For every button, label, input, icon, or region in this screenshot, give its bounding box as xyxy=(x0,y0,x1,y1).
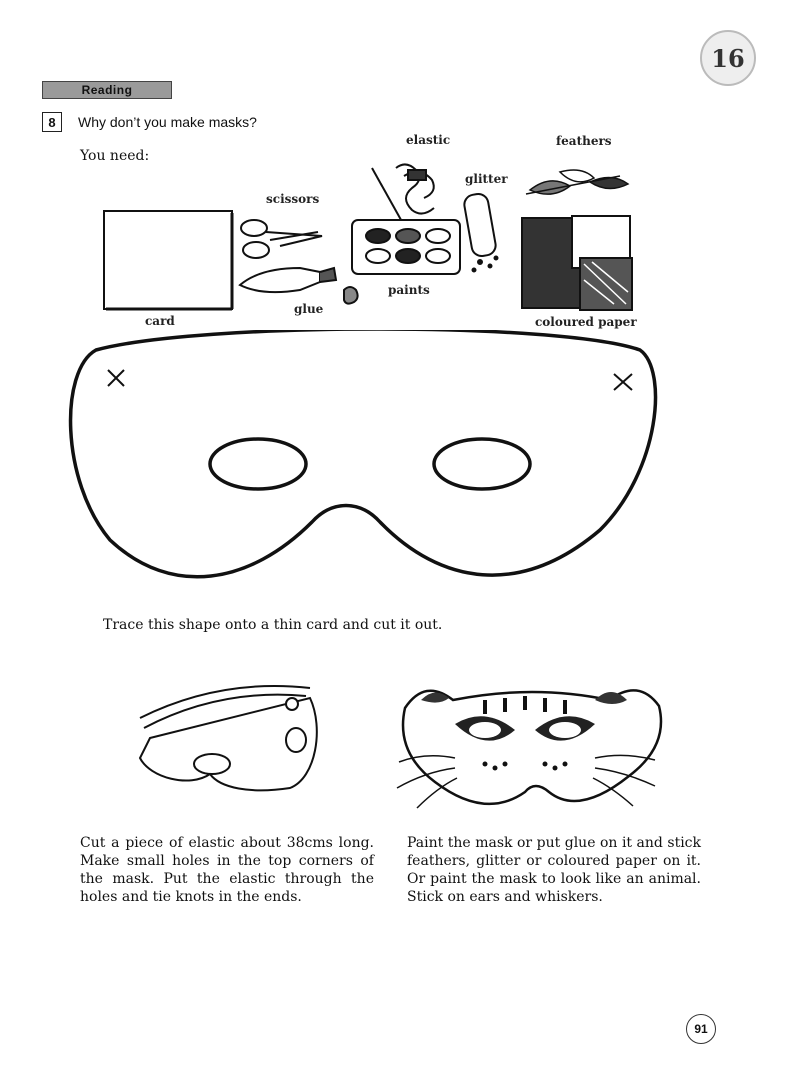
feathers-illustration xyxy=(526,170,628,194)
feathers-label: feathers xyxy=(556,134,612,148)
elastic-mask-illustration xyxy=(120,678,330,808)
coloured-paper-label: coloured paper xyxy=(535,315,637,329)
scissors-illustration xyxy=(241,220,322,258)
card-illustration xyxy=(104,211,232,309)
scissors-label: scissors xyxy=(266,192,320,206)
coloured-paper-illustration xyxy=(522,216,632,310)
exercise-number: 8 xyxy=(42,112,62,132)
paints-illustration xyxy=(352,168,460,274)
mask-template xyxy=(0,330,788,610)
elastic-illustration xyxy=(396,164,434,213)
tiger-mask-illustration xyxy=(385,678,665,813)
paint-instruction: Paint the mask or put glue on it and stick feathers, glitter or coloured paper on it. Or paint the mask to look like an animal. Stick on ears and whiskers. xyxy=(407,835,701,905)
section-label: Reading xyxy=(42,81,172,99)
glitter-illustration xyxy=(463,192,498,271)
glitter-label: glitter xyxy=(465,172,508,186)
trace-instruction: Trace this shape onto a thin card and cut it out. xyxy=(103,617,443,633)
exercise-title: Why don’t you make masks? xyxy=(78,114,257,130)
elastic-instruction: Cut a piece of elastic about 38cms long. Make small holes in the top corners of the mask. Put the elastic through the holes and tie knots in the ends. xyxy=(80,835,374,905)
right-eye-hole xyxy=(434,439,530,489)
elastic-label: elastic xyxy=(406,133,451,147)
glue-label: glue xyxy=(294,302,324,316)
you-need-label: You need: xyxy=(80,148,150,164)
glue-illustration xyxy=(240,268,358,304)
unit-number-badge: 16 xyxy=(700,30,756,86)
card-label: card xyxy=(145,314,175,328)
page-number: 91 xyxy=(686,1014,716,1044)
paints-label: paints xyxy=(388,283,430,297)
left-eye-hole xyxy=(210,439,306,489)
